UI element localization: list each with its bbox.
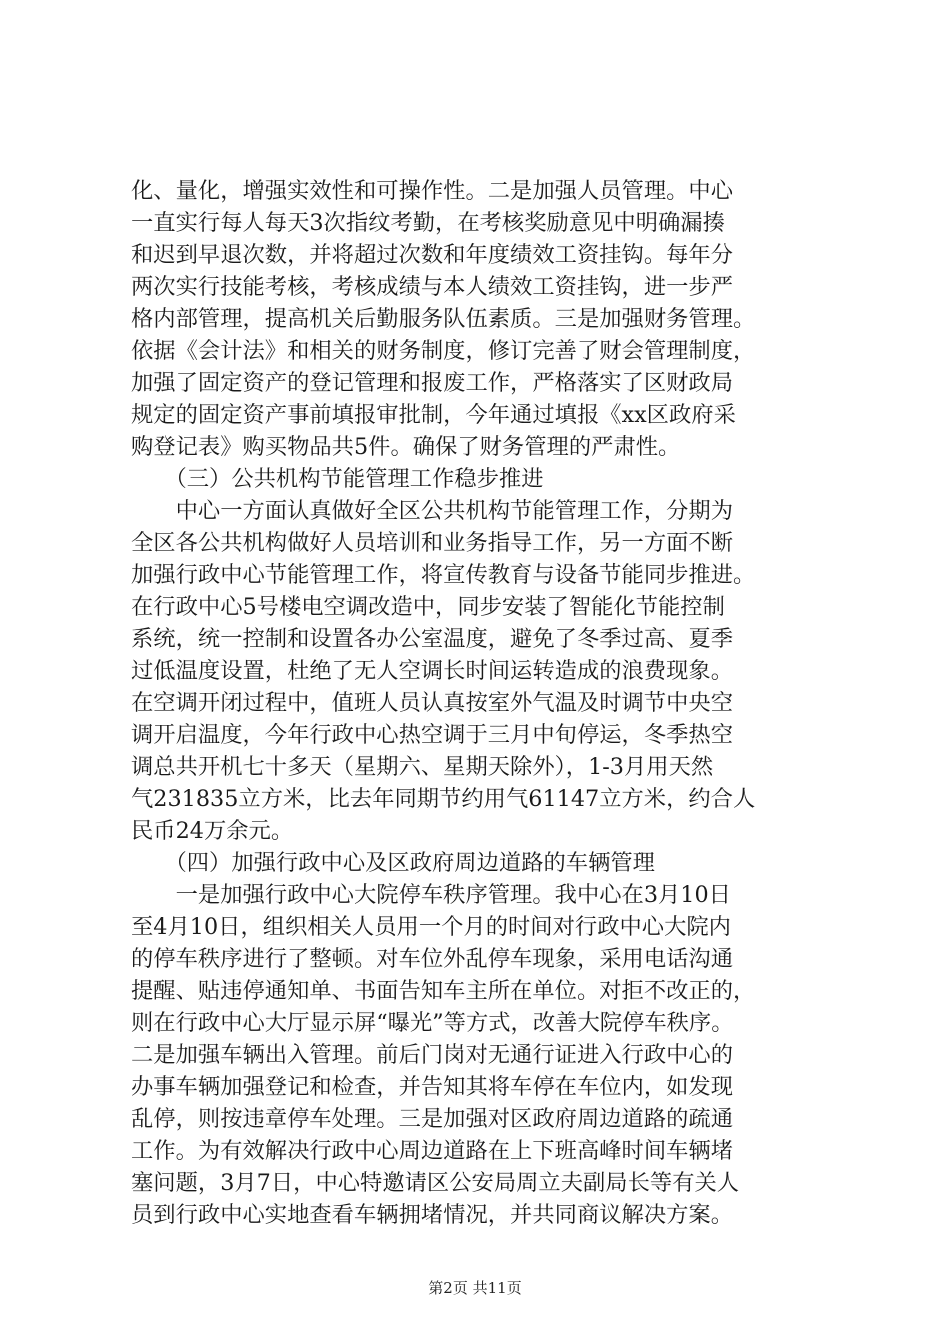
- text-line: 一是加强行政中心大院停车秩序管理。我中心在3月10日: [131, 882, 731, 908]
- text-line: 依据《会计法》和相关的财务制度，修订完善了财会管理制度，: [131, 338, 756, 364]
- text-line: 提醒、贴违停通知单、书面告知车主所在单位。对拒不改正的，: [131, 978, 756, 1004]
- text-line: 二是加强车辆出入管理。前后门岗对无通行证进入行政中心的: [131, 1042, 734, 1068]
- text-line: 至4月10日，组织相关人员用一个月的时间对行政中心大院内: [131, 914, 731, 940]
- text-line: 的停车秩序进行了整顿。对车位外乱停车现象，采用电话沟通: [131, 946, 734, 972]
- text-line: 则在行政中心大厅显示屏“曝光”等方式，改善大院停车秩序。: [131, 1010, 734, 1036]
- text-line: 和迟到早退次数，并将超过次数和年度绩效工资挂钩。每年分: [131, 242, 734, 268]
- text-line: 全区各公共机构做好人员培训和业务指导工作，另一方面不断: [131, 530, 734, 556]
- text-line: 加强了固定资产的登记管理和报废工作，严格落实了区财政局: [131, 370, 734, 396]
- text-line: 在行政中心5号楼电空调改造中，同步安装了智能化节能控制: [131, 594, 725, 620]
- text-line: 在空调开闭过程中，值班人员认真按室外气温及时调节中央空: [131, 690, 734, 716]
- text-line: 系统，统一控制和设置各办公室温度，避免了冬季过高、夏季: [131, 626, 734, 652]
- text-line: 工作。为有效解决行政中心周边道路在上下班高峰时间车辆堵: [131, 1138, 734, 1164]
- text-line: 塞问题，3月7日，中心特邀请区公安局周立夫副局长等有关人: [131, 1170, 740, 1196]
- text-line: 购登记表》购买物品共5件。确保了财务管理的严肃性。: [131, 434, 681, 460]
- text-line: 调开启温度，今年行政中心热空调于三月中旬停运，冬季热空: [131, 722, 734, 748]
- section-heading-3: （三）公共机构节能管理工作稳步推进: [131, 466, 544, 492]
- text-line: 化、量化，增强实效性和可操作性。二是加强人员管理。中心: [131, 178, 734, 204]
- text-line: 乱停，则按违章停车处理。三是加强对区政府周边道路的疏通: [131, 1106, 734, 1132]
- document-body: [131, 175, 831, 1231]
- text-line: 格内部管理，提高机关后勤服务队伍素质。三是加强财务管理。: [131, 306, 756, 332]
- section-heading-4: （四）加强行政中心及区政府周边道路的车辆管理: [131, 850, 655, 876]
- page-number-footer: 第2页 共11页: [428, 1279, 522, 1297]
- text-line: 规定的固定资产事前填报审批制，今年通过填报《xx区政府采: [131, 402, 736, 428]
- text-line: 两次实行技能考核，考核成绩与本人绩效工资挂钩，进一步严: [131, 274, 734, 300]
- text-line: 民币24万余元。: [131, 818, 294, 844]
- text-line: 一直实行每人每天3次指纹考勤，在考核奖励意见中明确漏揍: [131, 210, 725, 236]
- text-line: 过低温度设置，杜绝了无人空调长时间运转造成的浪费现象。: [131, 658, 734, 684]
- text-line: 中心一方面认真做好全区公共机构节能管理工作，分期为: [131, 498, 734, 524]
- text-line: 加强行政中心节能管理工作，将宣传教育与设备节能同步推进。: [131, 562, 756, 588]
- text-line: 办事车辆加强登记和检查，并告知其将车停在车位内，如发现: [131, 1074, 734, 1100]
- text-line: 气231835立方米，比去年同期节约用气61147立方米，约合人: [131, 786, 756, 812]
- text-line: 员到行政中心实地查看车辆拥堵情况，并共同商议解决方案。: [131, 1202, 734, 1228]
- text-line: 调总共开机七十多天（星期六、星期天除外），1-3月用天然: [131, 754, 714, 780]
